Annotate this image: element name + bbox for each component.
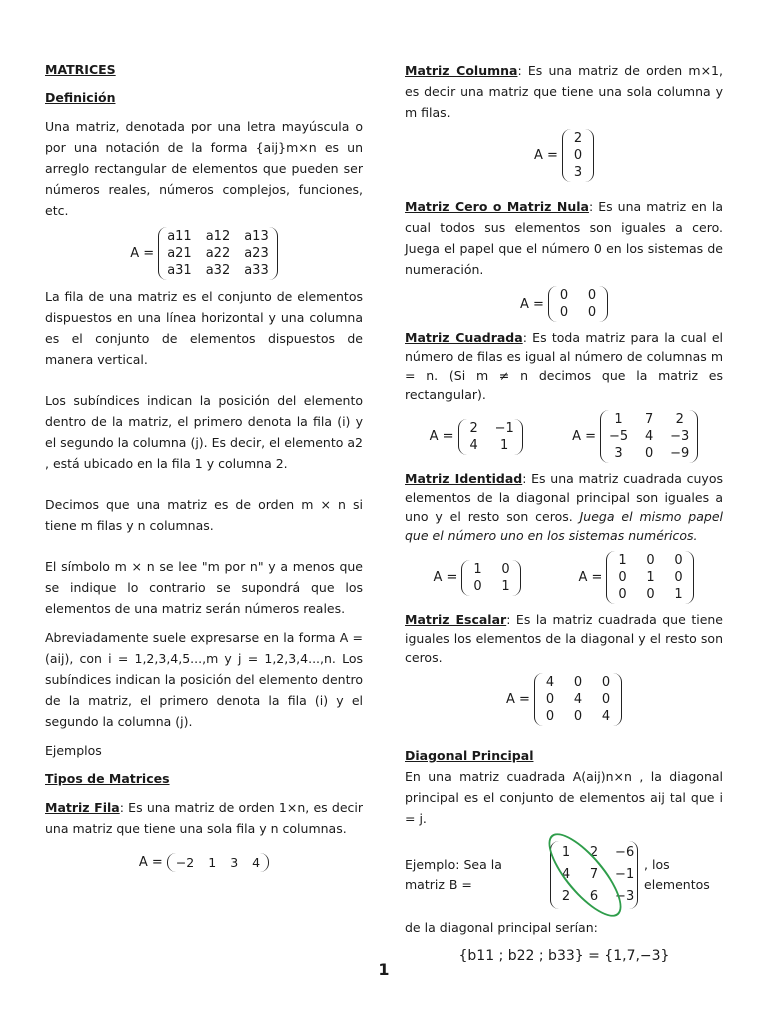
matrix-label: A = [578,570,603,585]
identity-matrix-3x3 [606,551,694,604]
matrix-label: A = [534,148,558,163]
matrix-cell: 0 [545,692,555,707]
matrix-cell: −1 [615,867,635,882]
matrix-cell: −1 [494,420,514,436]
matrix-cell: −3 [670,429,690,444]
identity-matrix-equations [405,551,723,604]
general-matrix-equation [45,227,363,280]
matrix-cell: 0 [646,587,655,602]
scalar-matrix-def: : Es la matriz cuadrada que tiene iguales los elementos de la diagonal y el resto son ceros. [405,612,723,665]
matrix-label: A = [506,692,530,707]
symbol-text: El símbolo m × n se lee "m por n" y a menos que se indique lo contrario se supondrá que los elementos de una matriz serán números reales. [45,559,363,616]
matrix-cell: a22 [205,246,231,261]
row-matrix-term: Matriz Fila [45,800,120,815]
matrix-b-box [550,841,638,909]
matrix-cell: 1 [500,437,509,453]
matrix-cell: 6 [589,889,599,904]
matrix-cell: 1 [614,412,623,427]
matrix-cell: 3 [614,446,623,461]
left-column [45,60,363,878]
matrix-cell: 0 [674,570,683,585]
row-vector-equation [45,853,363,872]
zero-matrix-term: Matriz Cero o Matriz Nula [405,199,589,214]
matrix-cell: 4 [601,709,611,724]
identity-matrix-term: Matriz Identidad [405,471,523,486]
matrix-cell: 0 [587,288,597,303]
matrix-label: A = [429,429,454,444]
matrix-cell: 0 [646,553,655,568]
matrix-cell: a21 [167,246,192,261]
matrix-cell: −9 [670,446,690,461]
matrix-cell: 3 [230,855,239,870]
row-vector [167,853,269,872]
row-matrix-def: : Es una matriz de orden 1×n, es decir una matriz que tiene una sola fila y n columnas. [45,800,363,836]
examples-label: Ejemplos [45,743,102,758]
square-matrix-definition [405,328,723,404]
zero-matrix-definition [405,196,723,280]
matrix-cell: 0 [573,709,583,724]
matrix-label: A = [572,429,596,444]
matrix-cell: 0 [618,570,627,585]
matrix-cell: a23 [244,246,269,261]
doc-title: MATRICES [45,62,116,77]
types-heading: Tipos de Matrices [45,771,170,786]
right-column [405,60,723,974]
column-matrix-term: Matriz Columna [405,63,518,78]
matrix-cell: a11 [167,229,192,244]
scalar-matrix-equation [405,673,723,726]
matrix-cell: a33 [244,263,269,278]
matrix-cell: 0 [587,305,597,320]
matrix-cell: 2 [561,889,571,904]
subscripts-text: Los subíndices indican la posición del elemento dentro de la matriz, el primero denota la fila (i) y el segundo la columna (j). Es decir, el elemento a2 , está ubicado en la fila 1 y columna 2. [45,393,363,471]
scalar-matrix-definition [405,610,723,667]
matrix-cell: 0 [601,692,611,707]
diagonal-heading: Diagonal Principal [405,748,534,763]
matrix-cell: 0 [559,288,569,303]
matrix-cell: 1 [674,587,683,602]
matrix-cell: 4 [645,429,654,444]
page-number: 1 [378,960,390,979]
column-vector [562,129,594,182]
zero-matrix-equation [405,286,723,322]
column-matrix-def: : Es una matriz de orden m×1, es decir una matriz que tiene una sola columna y m filas. [405,63,723,120]
matrix-cell: −6 [615,845,635,860]
matrix-cell: 4 [545,675,555,690]
matrix-cell: 0 [645,446,654,461]
column-vector-equation [405,129,723,182]
matrix-cell: 7 [589,867,599,882]
diagonal-after-text: de la diagonal principal serían: [405,920,598,935]
scalar-matrix-term: Matriz Escalar [405,612,507,627]
row-column-text: La fila de una matriz es el conjunto de elementos dispuestos en una línea horizontal y una columna es el conjunto de elementos dispuestos de manera vertical. [45,289,363,367]
matrix-label: A = [433,570,458,585]
order-text: Decimos que una matriz es de orden m × n si tiene m filas y n columnas. [45,497,363,533]
diagonal-example [405,841,723,909]
diagonal-result: {b11 ; b22 ; b33} = {1,7,−3} [458,948,670,964]
scalar-matrix [534,673,622,726]
matrix-cell: 2 [675,412,684,427]
identity-matrix-definition [405,469,723,545]
identity-matrix-2x2 [461,560,521,596]
matrix-cell: 0 [618,587,627,602]
zero-matrix-def: : Es una matriz en la cual todos sus elementos son iguales a cero. Juega el papel que el número 0 en los sistemas de numeración. [405,199,723,277]
matrix-cell: −2 [175,855,195,870]
matrix-cell: 4 [561,867,571,882]
matrix-cell: a12 [205,229,231,244]
matrix-cell: 4 [573,692,583,707]
matrix-cell: 1 [473,561,482,577]
matrix-cell: 2 [573,131,583,146]
matrix-cell: 4 [252,855,261,870]
matrix-cell: 0 [573,148,583,163]
matrix-cell: 3 [573,165,583,180]
matrix-cell: 1 [618,553,627,568]
row-matrix-definition [45,797,363,839]
square-matrix-equations [405,410,723,463]
abbreviation-text: Abreviadamente suele expresarse en la forma A = (aij), con i = 1,2,3,4,5...,m y j = 1,2,3,4...,n. Los subíndices indican la posición del elemento dentro de la matriz, el primero denota la fila (i) y el segundo la columna (j). [45,630,363,729]
example-prefix: Ejemplo: Sea la matriz B = [405,857,502,892]
matrix-cell: 0 [559,305,569,320]
identity-matrix-def: : Es una matriz cuadrada cuyos elementos de la diagonal principal son iguales a uno y el resto son ceros. [405,471,723,524]
identity-matrix-note: Juega el mismo papel que el número uno en los sistemas numéricos. [405,509,724,543]
square-matrix-def: : Es toda matriz para la cual el número de filas es igual al número de columnas m = n. (Si m ≠ n decimos que la matriz es rectangular). [405,330,723,402]
square-matrix-2x2 [458,419,523,455]
matrix-cell: 0 [473,578,482,594]
matrix-cell: 0 [573,675,583,690]
matrix-cell: 2 [469,420,478,436]
matrix-cell: 4 [469,437,478,453]
matrix-cell: −5 [608,429,629,444]
matrix-cell: 1 [561,845,571,860]
matrix-cell: 1 [208,855,217,870]
matrix-cell: 1 [646,570,655,585]
matrix-cell: 7 [645,412,654,427]
matrix-cell: 1 [501,578,510,594]
diagonal-text: En una matriz cuadrada A(aij)n×n , la diagonal principal es el conjunto de elementos aij tal que i = j. [405,769,723,826]
matrix-cell: a32 [205,263,231,278]
general-matrix [158,227,278,280]
matrix-cell: 0 [601,675,611,690]
matrix-label: A = [138,855,163,870]
square-matrix-term: Matriz Cuadrada [405,330,523,345]
matrix-label: A = [130,246,155,261]
example-suffix: , los elementos [644,857,710,892]
matrix-label: A = [520,296,544,312]
square-matrix-3x3 [600,410,698,463]
column-matrix-definition [405,60,723,123]
matrix-cell: 2 [589,845,599,860]
matrix-cell: a31 [167,263,192,278]
definition-heading: Definición [45,90,116,105]
matrix-cell: 0 [674,553,683,568]
matrix-cell: 0 [501,561,510,577]
matrix-cell: 0 [545,709,555,724]
matrix-cell: −3 [615,889,635,904]
definition-text: Una matriz, denotada por una letra mayúscula o por una notación de la forma {aij}m×n es un arreglo rectangular de elementos que pueden ser números reales, números complejos, funciones, etc. [45,119,363,218]
matrix-cell: a13 [244,229,269,244]
zero-matrix [548,286,608,322]
